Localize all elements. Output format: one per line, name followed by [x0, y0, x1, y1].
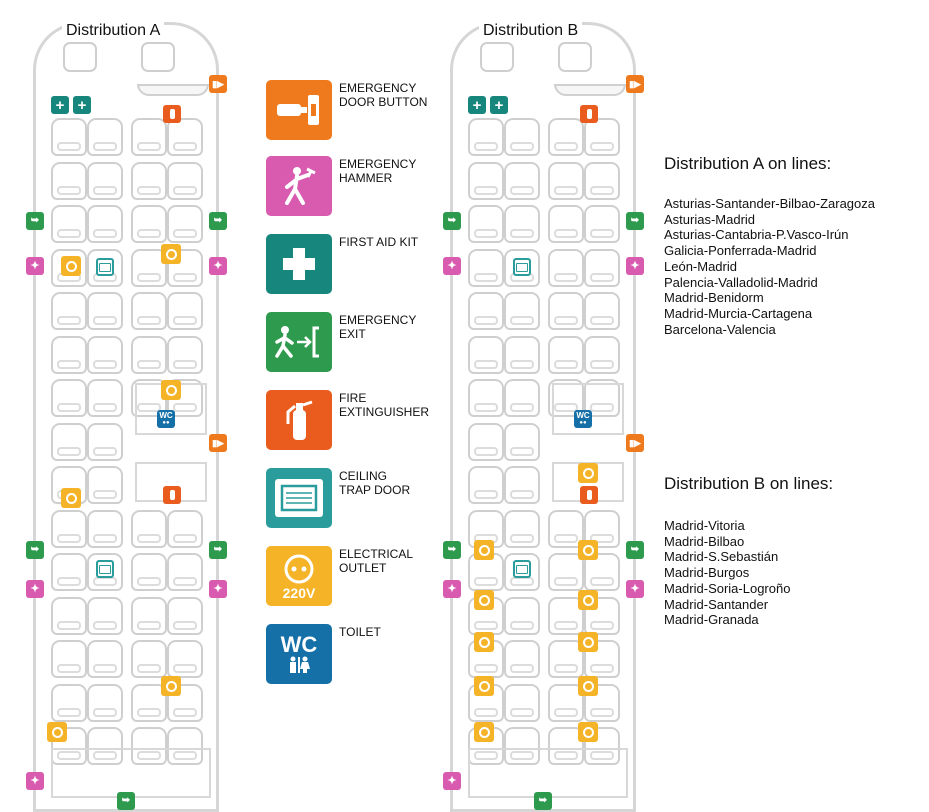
distribution-a-heading: Distribution A on lines: — [664, 154, 832, 173]
driver-seat — [480, 42, 514, 72]
seat — [504, 423, 540, 461]
seat — [131, 162, 167, 200]
first-aid-kit-icon — [266, 234, 332, 294]
first-aid-kit-icon: + — [490, 96, 508, 114]
seat — [51, 510, 87, 548]
emergency-hammer-icon: ✦ — [26, 772, 44, 790]
seat — [51, 640, 87, 678]
toilet-icon — [266, 624, 332, 684]
seat — [584, 162, 620, 200]
emergency-exit-icon: ➥ — [443, 541, 461, 559]
seat — [468, 379, 504, 417]
distribution-a-lines — [664, 196, 875, 337]
seat — [51, 205, 87, 243]
route-line: Madrid-Granada — [664, 612, 759, 628]
seat — [504, 118, 540, 156]
route-line: Barcelona-Valencia — [664, 321, 776, 337]
seat — [504, 336, 540, 374]
emergency-exit-icon: ➥ — [117, 792, 135, 810]
route-line: Asturias-Madrid — [664, 211, 756, 227]
seat — [51, 423, 87, 461]
emergency-exit-icon: ➥ — [26, 212, 44, 230]
route-line: Madrid-Bilbao — [664, 533, 745, 549]
emergency-exit-icon: ➥ — [26, 541, 44, 559]
route-line: Galicia-Ponferrada-Madrid — [664, 243, 817, 259]
seat — [504, 640, 540, 678]
seat — [548, 336, 584, 374]
emergency-exit-icon: ➥ — [209, 212, 227, 230]
dashboard — [554, 84, 626, 96]
ceiling-trap-door-icon — [513, 560, 531, 578]
seat — [51, 292, 87, 330]
seat — [87, 684, 123, 722]
emergency-door-button-icon: ▮▶ — [209, 434, 227, 452]
electrical-outlet-icon — [474, 676, 494, 696]
seat — [131, 553, 167, 591]
electrical-outlet-icon — [578, 632, 598, 652]
electrical-outlet-icon — [578, 463, 598, 483]
legend-label-toilet: TOILET — [339, 625, 381, 639]
seat — [167, 640, 203, 678]
electrical-outlet-icon — [161, 244, 181, 264]
seat — [548, 162, 584, 200]
seat — [468, 249, 504, 287]
legend-label-electrical-outlet: ELECTRICAL OUTLET — [339, 547, 414, 575]
seat — [468, 423, 504, 461]
fire-extinguisher-icon — [580, 105, 598, 123]
route-line: Madrid-Soria-Logroño — [664, 580, 791, 596]
seat — [51, 118, 87, 156]
electrical-outlet-icon — [474, 590, 494, 610]
ceiling-trap-door-icon — [96, 560, 114, 578]
emergency-door-button-icon: ▮▶ — [209, 75, 227, 93]
route-line: Asturias-Cantabria-P.Vasco-Irún — [664, 227, 849, 243]
toilet-wc-label: WC — [280, 632, 318, 657]
seat — [504, 466, 540, 504]
emergency-exit-icon: ➥ — [626, 541, 644, 559]
legend-label-ceiling-trap-door: CEILING TRAP DOOR — [339, 469, 411, 497]
toilet-icon: WC ●● — [574, 410, 592, 428]
distribution-a-title: Distribution A — [62, 22, 164, 40]
seat — [504, 597, 540, 635]
first-aid-kit-icon: + — [73, 96, 91, 114]
seat — [584, 249, 620, 287]
electrical-outlet-icon — [578, 540, 598, 560]
emergency-hammer-icon: ✦ — [26, 257, 44, 275]
emergency-door-button-icon: ▮▶ — [626, 75, 644, 93]
distribution-b-heading: Distribution B on lines: — [664, 474, 834, 493]
electrical-outlet-icon — [578, 722, 598, 742]
electrical-outlet-icon — [474, 632, 494, 652]
route-line: Madrid-Santander — [664, 596, 769, 612]
seat — [131, 292, 167, 330]
seat — [167, 292, 203, 330]
seat — [87, 466, 123, 504]
seat — [167, 553, 203, 591]
seat — [131, 597, 167, 635]
electrical-outlet-icon — [61, 256, 81, 276]
outlet-voltage-label: 220V — [282, 585, 316, 601]
seat — [167, 336, 203, 374]
emergency-hammer-icon — [266, 156, 332, 216]
seat — [167, 162, 203, 200]
first-aid-kit-icon: + — [51, 96, 69, 114]
seat — [51, 553, 87, 591]
emergency-door-button-icon: ▮▶ — [626, 434, 644, 452]
electrical-outlet-icon — [61, 488, 81, 508]
seat — [468, 292, 504, 330]
seat — [87, 336, 123, 374]
emergency-hammer-icon: ✦ — [443, 580, 461, 598]
legend-label-emergency-exit: EMERGENCY EXIT — [339, 313, 417, 341]
seat — [468, 466, 504, 504]
guide-seat — [141, 42, 175, 72]
emergency-exit-icon — [266, 312, 332, 372]
fire-extinguisher-icon — [580, 486, 598, 504]
legend-label-emergency-door-button: EMERGENCY DOOR BUTTON — [339, 81, 428, 109]
emergency-door-button-icon — [266, 80, 332, 140]
seat — [584, 118, 620, 156]
route-line: Madrid-Murcia-Cartagena — [664, 305, 813, 321]
seat — [584, 205, 620, 243]
seat — [548, 118, 584, 156]
ceiling-trap-door-icon — [96, 258, 114, 276]
seat — [468, 162, 504, 200]
seat — [584, 336, 620, 374]
emergency-hammer-icon: ✦ — [209, 580, 227, 598]
seat — [87, 118, 123, 156]
seat — [131, 336, 167, 374]
seat — [504, 684, 540, 722]
first-aid-kit-icon: + — [468, 96, 486, 114]
electrical-outlet-icon — [578, 676, 598, 696]
seat — [468, 205, 504, 243]
seat — [167, 597, 203, 635]
seat — [504, 162, 540, 200]
seat — [131, 118, 167, 156]
seat — [87, 379, 123, 417]
seat — [87, 640, 123, 678]
rear-area — [468, 748, 628, 798]
emergency-hammer-icon: ✦ — [443, 257, 461, 275]
seat — [167, 510, 203, 548]
seat — [468, 118, 504, 156]
fire-extinguisher-icon — [266, 390, 332, 450]
seat — [131, 510, 167, 548]
seat — [548, 249, 584, 287]
route-line: Madrid-Burgos — [664, 565, 750, 581]
emergency-hammer-icon: ✦ — [626, 257, 644, 275]
guide-seat — [558, 42, 592, 72]
emergency-hammer-icon: ✦ — [26, 580, 44, 598]
fire-extinguisher-icon — [163, 486, 181, 504]
seat — [131, 640, 167, 678]
emergency-exit-icon: ➥ — [534, 792, 552, 810]
seat — [504, 510, 540, 548]
seat — [504, 379, 540, 417]
electrical-outlet-icon — [266, 546, 332, 606]
route-line: León-Madrid — [664, 258, 737, 274]
seat — [87, 205, 123, 243]
emergency-exit-icon: ➥ — [209, 541, 227, 559]
seat — [51, 379, 87, 417]
seat — [87, 162, 123, 200]
route-line: Palencia-Valladolid-Madrid — [664, 274, 818, 290]
seat — [87, 597, 123, 635]
seat — [131, 205, 167, 243]
ceiling-trap-door-icon — [266, 468, 332, 528]
legend-label-emergency-hammer: EMERGENCY HAMMER — [339, 157, 417, 185]
electrical-outlet-icon — [578, 590, 598, 610]
seat — [87, 423, 123, 461]
electrical-outlet-icon — [474, 722, 494, 742]
seat — [584, 292, 620, 330]
seat — [167, 205, 203, 243]
legend-label-first-aid-kit: FIRST AID KIT — [339, 235, 419, 249]
electrical-outlet-icon — [161, 676, 181, 696]
route-line: Madrid-Vitoria — [664, 518, 745, 533]
driver-seat — [63, 42, 97, 72]
seat — [548, 292, 584, 330]
ceiling-trap-door-icon — [513, 258, 531, 276]
route-line: Madrid-S.Sebastián — [664, 549, 779, 565]
electrical-outlet-icon — [474, 540, 494, 560]
toilet-icon: WC ●● — [157, 410, 175, 428]
rear-area — [51, 748, 211, 798]
electrical-outlet-icon — [47, 722, 67, 742]
emergency-hammer-icon: ✦ — [626, 580, 644, 598]
seat — [87, 292, 123, 330]
seat — [51, 684, 87, 722]
route-line: Madrid-Benidorm — [664, 290, 764, 306]
seat — [468, 336, 504, 374]
emergency-exit-icon: ➥ — [626, 212, 644, 230]
seat — [548, 205, 584, 243]
seat — [87, 510, 123, 548]
emergency-exit-icon: ➥ — [443, 212, 461, 230]
seat — [167, 118, 203, 156]
seat — [51, 336, 87, 374]
distribution-b-title: Distribution B — [479, 22, 582, 40]
emergency-hammer-icon: ✦ — [443, 772, 461, 790]
distribution-b-lines — [664, 518, 790, 628]
fire-extinguisher-icon — [163, 105, 181, 123]
electrical-outlet-icon — [161, 380, 181, 400]
seat — [51, 162, 87, 200]
seat — [504, 292, 540, 330]
legend-label-fire-extinguisher: FIRE EXTINGUISHER — [339, 391, 430, 419]
seat — [504, 205, 540, 243]
dashboard — [137, 84, 209, 96]
emergency-hammer-icon: ✦ — [209, 257, 227, 275]
seat — [51, 597, 87, 635]
route-line: Asturias-Santander-Bilbao-Zaragoza — [664, 196, 875, 211]
